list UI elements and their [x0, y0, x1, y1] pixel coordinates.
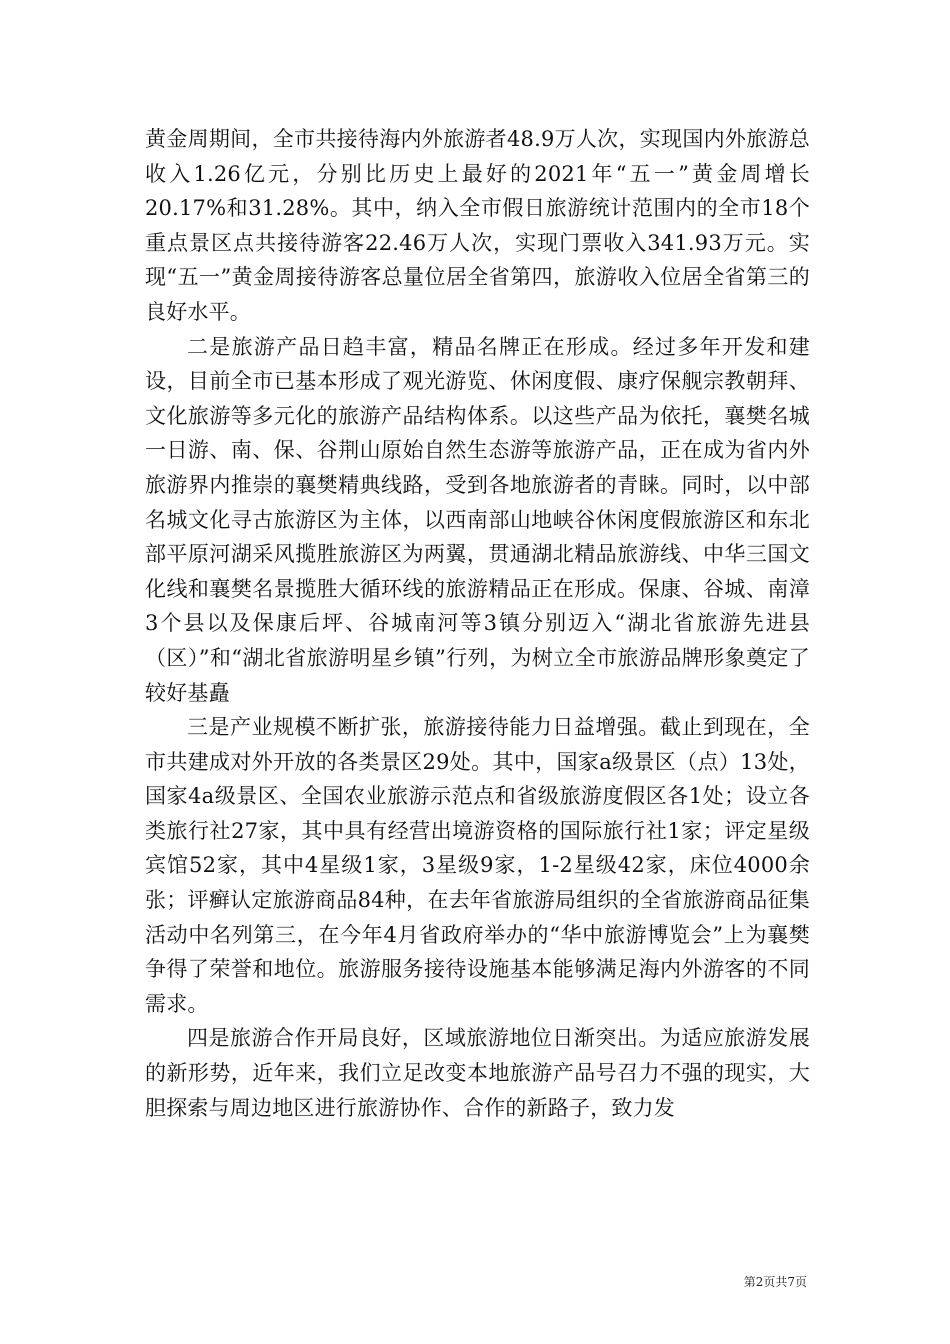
paragraph-1: 黄金周期间，全市共接待海内外旅游者48.9万人次，实现国内外旅游总收入1.26亿元，分别比历史上最好的2021年“五一”黄金周增长20.17%和31.28%。其中，纳入全市假日旅游统计范围内的全市18个重点景区点共接待游客22.46万人次，实现门票收入341.93万元。实现“五一”黄金周接待游客总量位居全省第四，旅游收入位居全省第三的良好水平。 — [145, 127, 810, 324]
paragraph-3: 三是产业规模不断扩张，旅游接待能力日益增强。截止到现在，全市共建成对外开放的各类景区29处。其中，国家a级景区（点）13处，国家4a级景区、全国农业旅游示范点和省级旅游度假区各1处；设立各类旅行社27家，其中具有经营出境游资格的国际旅行社1家；评定星级宾馆52家，其中4星级1家，3星级9家，1-2星级42家，床位4000余张；评癣认定旅游商品84种，在去年省旅游局组织的全省旅游商品征集活动中名列第三，在今年4月省政府举办的“华中旅游博览会”上为襄樊争得了荣誉和地位。旅游服务接待设施基本能够满足海内外游客的不同需求。 — [145, 715, 810, 1016]
paragraph-2: 二是旅游产品日趋丰富，精品名牌正在形成。经过多年开发和建设，目前全市已基本形成了观光游览、休闲度假、康疗保舰宗教朝拜、文化旅游等多元化的旅游产品结构体系。以这些产品为依托，襄樊名城一日游、南、保、谷荆山原始自然生态游等旅游产品，正在成为省内外旅游界内推崇的襄樊精典线路，受到各地旅游者的青睐。同时，以中部名城文化寻古旅游区为主体，以西南部山地峡谷休闲度假旅游区和东北部平原河湖采风揽胜旅游区为两翼，贯通湖北精品旅游线、中华三国文化线和襄樊名景揽胜大循环线的旅游精品正在形成。保康、谷城、南漳3个县以及保康后坪、谷城南河等3镇分别迈入“湖北省旅游先进县（区）”和“湖北省旅游明星乡镇”行列，为树立全市旅游品牌形象奠定了较好基矗 — [145, 334, 810, 705]
page-number: 第2页共7页 — [743, 1275, 807, 1289]
paragraph-4: 四是旅游合作开局良好，区域旅游地位日渐突出。为适应旅游发展的新形势，近年来，我们立足改变本地旅游产品号召力不强的现实，大胆探索与周边地区进行旅游协作、合作的新路子，致力发 — [145, 1026, 810, 1120]
document-body — [145, 122, 810, 1125]
